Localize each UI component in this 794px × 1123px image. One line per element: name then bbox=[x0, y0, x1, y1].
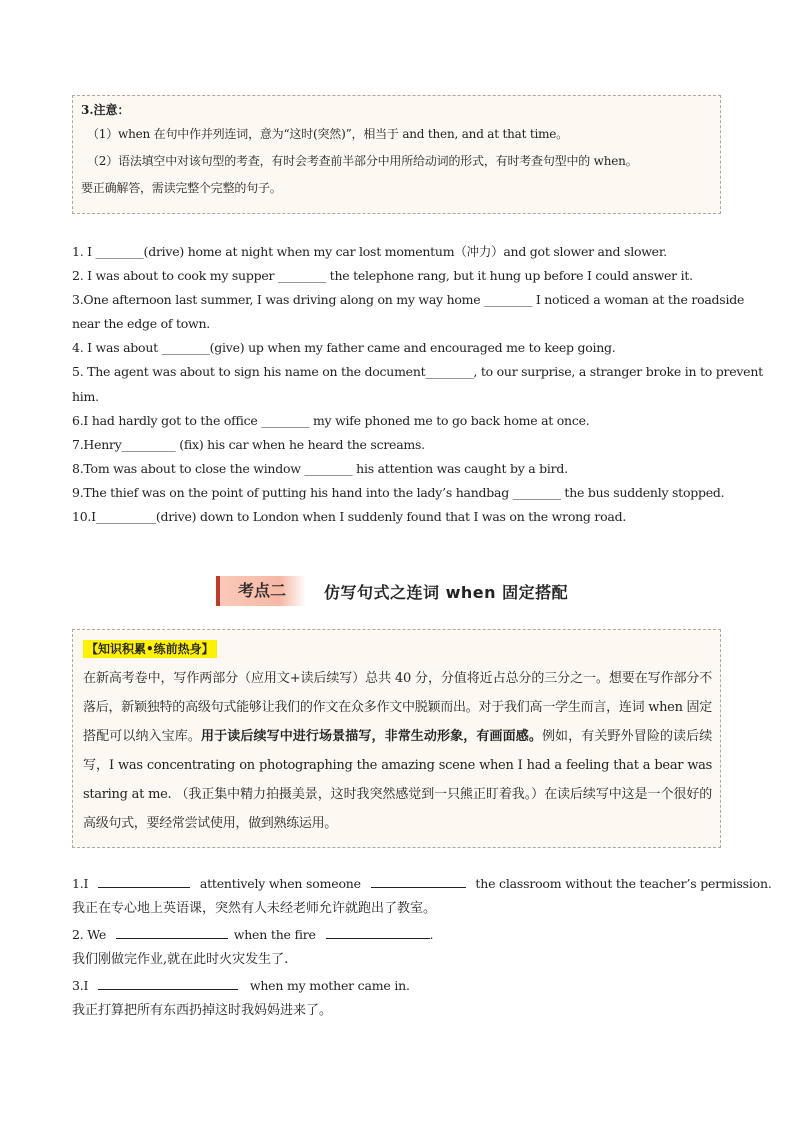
knowledge-bold-text: 用于读后续写中进行场景描写，非常生动形象，有画面感。 bbox=[201, 729, 542, 744]
exercise-list bbox=[72, 240, 763, 529]
section-heading bbox=[216, 576, 568, 606]
knowledge-box bbox=[72, 629, 721, 848]
note-line-3: 要正确解答，需读完整个完整的句子。 bbox=[81, 181, 282, 195]
answer-blank[interactable] bbox=[116, 927, 228, 939]
translation-3-zh: 我正打算把所有东西扔掉这时我妈妈进来了。 bbox=[72, 1003, 333, 1018]
exercise-10: 10.I__________(drive) down to London when I suddenly found that I was on the wrong road. bbox=[72, 509, 627, 525]
exercise-8: 8.Tom was about to close the window ________ his attention was caught by a bird. bbox=[72, 460, 568, 476]
exercise-1: 1. I ________(drive) home at night when my car lost momentum（冲力）and got slower and slower. bbox=[72, 244, 667, 259]
exercise-3-cont: near the edge of town. bbox=[72, 316, 210, 332]
exercise-7: 7.Henry_________ (fix) his car when he heard the screams. bbox=[72, 436, 425, 452]
translation-3-part-a: 3.I bbox=[72, 978, 89, 993]
exercise-5: 5. The agent was about to sign his name on the document________, to our surprise, a stranger broke in to prevent bbox=[72, 364, 763, 380]
exercise-3: 3.One afternoon last summer, I was driving along on my way home ________ I noticed a woman at the roadside bbox=[72, 292, 745, 308]
translation-1-part-c: the classroom without the teacher’s permission. bbox=[475, 876, 772, 891]
note-title: 3.注意： bbox=[81, 103, 130, 117]
section-title: 仿写句式之连词 when 固定搭配 bbox=[324, 582, 569, 602]
knowledge-text-1: 在新高考卷中，写作两部分（应用文+读后续写）总共 40 分，分值将近占总分的三分之一。想要在写作部分不落后，新颖独特的高级句式能够让我们的作文在众多作文中脱颖而出。对于我们高一学生而言，连词 when 固定搭配可以纳入宝库。 bbox=[83, 671, 712, 744]
translation-2-zh: 我们刚做完作业,就在此时火灾发生了. bbox=[72, 952, 289, 967]
exercise-5-cont: him. bbox=[72, 388, 99, 404]
exercise-9: 9.The thief was on the point of putting his hand into the lady’s handbag ________ the bus suddenly stopped. bbox=[72, 484, 725, 500]
translation-3-part-b: when my mother came in. bbox=[249, 978, 410, 993]
note-line-1: （1）when 在句中作并列连词，意为“这时(突然)”，相当于 and then, and at that time。 bbox=[87, 127, 568, 141]
translation-1-zh: 我正在专心地上英语课，突然有人未经老师允许就跑出了教室。 bbox=[72, 901, 437, 916]
translation-1-part-a: 1.I bbox=[72, 876, 89, 891]
exercise-2: 2. I was about to cook my supper ________ the telephone rang, but it hung up before I could answer it. bbox=[72, 268, 693, 284]
knowledge-text-2: 例如，有关野外冒险的读后续写，I was concentrating on photographing the amazing scene when I had a feeling that a bear was staring at me. （我正集中精力拍摄美景，这时我突然感觉到一只熊正盯着我。）在读后续写中这是一个很好的高级句式，要经常尝试使用，做到熟练运用。 bbox=[83, 729, 712, 831]
translation-2-en bbox=[72, 922, 722, 947]
translation-1-part-b: attentively when someone bbox=[199, 876, 361, 891]
translation-2-part-a: 2. We bbox=[72, 927, 107, 942]
knowledge-paragraph bbox=[83, 664, 712, 838]
answer-blank[interactable] bbox=[98, 978, 238, 990]
section-tag: 考点二 bbox=[216, 576, 306, 606]
note-box bbox=[72, 95, 721, 214]
translation-2-part-c: . bbox=[429, 927, 434, 942]
translation-2-part-b: when the fire bbox=[233, 927, 316, 942]
translation-exercises bbox=[72, 871, 772, 1024]
translation-3-en bbox=[72, 973, 722, 998]
note-line-2: （2）语法填空中对该句型的考查，有时会考查前半部分中用所给动词的形式，有时考查句型中的 when。 bbox=[87, 154, 638, 168]
answer-blank[interactable] bbox=[98, 876, 190, 888]
answer-blank[interactable] bbox=[326, 927, 430, 939]
knowledge-highlight-label: 【知识积累•练前热身】 bbox=[83, 640, 217, 658]
exercise-6: 6.I had hardly got to the office ________ my wife phoned me to go back home at once. bbox=[72, 412, 590, 428]
translation-1-en bbox=[72, 871, 772, 896]
exercise-4: 4. I was about ________(give) up when my father came and encouraged me to keep going. bbox=[72, 340, 616, 356]
answer-blank[interactable] bbox=[371, 876, 466, 888]
